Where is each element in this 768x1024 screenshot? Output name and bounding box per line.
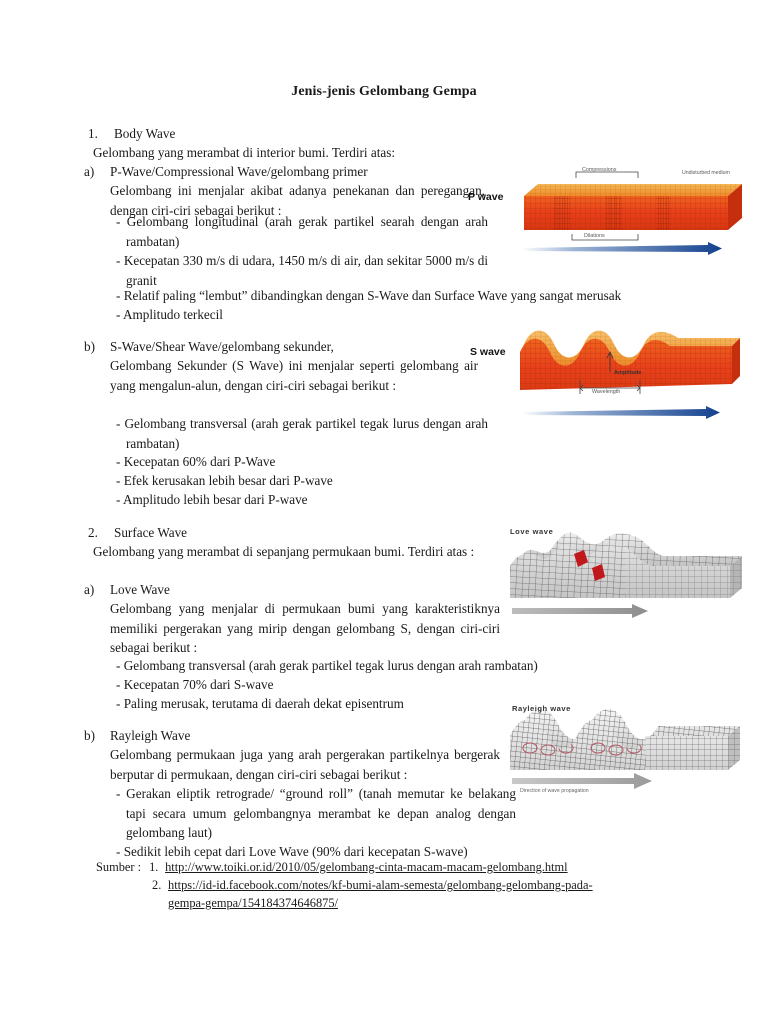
p-wave-compression-band-3 xyxy=(656,196,670,230)
p-wave-direction-arrow xyxy=(522,242,722,255)
item-2b-bullet-1: - Gerakan eliptik retrograde/ “ground roll” (tanah memutar ke belakang tapi secara umum gelombangnya merambat ke depan analog dengan gelombang laut) xyxy=(116,786,516,840)
item-2a-bullet-3: - Paling merusak, terutama di daerah dekat episentrum xyxy=(116,696,404,711)
p-wave-compression-band-2 xyxy=(606,196,622,230)
item-1b-paragraph: Gelombang Sekunder (S Wave) ini menjalar seperti gelombang air yang mengalun-alun, dengan ciri-ciri sebagai berikut : xyxy=(110,358,478,393)
p-wave-compressions-label: Compressions xyxy=(582,167,617,173)
s-wave-figure xyxy=(510,328,750,428)
s-wave-diagram xyxy=(510,328,750,428)
sources-lead: Sumber : xyxy=(96,860,142,874)
source-1-index: 1. xyxy=(149,860,159,874)
item-1b-bullet-4: - Amplitudo lebih besar dari P-wave xyxy=(116,492,308,507)
rayleigh-wave-direction-label: Direction of wave propagation xyxy=(520,788,589,794)
source-row-1 xyxy=(96,858,696,876)
section-2-number: 2. xyxy=(88,525,98,540)
item-1a-bullet-4: - Amplitudo terkecil xyxy=(116,307,223,322)
item-2b-bullet-2: - Sedikit lebih cepat dari Love Wave (90% dari kecepatan S-wave) xyxy=(116,844,468,859)
item-1b-bullet-1: - Gelombang transversal (arah gerak partikel tegak lurus dengan arah rambatan) xyxy=(116,416,488,451)
love-wave-figure xyxy=(506,522,754,622)
section-1-intro: Gelombang yang merambat di interior bumi. Terdiri atas: xyxy=(93,145,396,160)
section-2-title: Surface Wave xyxy=(114,525,188,540)
source-2-link-line1[interactable]: https://id-id.facebook.com/notes/kf-bumi-alam-semesta/gelombang-gelombang-pada- xyxy=(168,878,593,892)
love-wave-diagram xyxy=(506,522,754,622)
item-1b-bullet-2: - Kecepatan 60% dari P-Wave xyxy=(116,454,276,469)
source-2-link-line2[interactable]: gempa-gempa/154184374646875/ xyxy=(168,896,338,910)
source-1-link[interactable]: http://www.toiki.or.id/2010/05/gelombang-cinta-macam-macam-gelombang.html xyxy=(165,860,568,874)
section-1-number: 1. xyxy=(88,126,98,141)
item-1a-title: P-Wave/Compressional Wave/gelombang primer xyxy=(110,164,368,179)
item-1b-heading xyxy=(84,337,334,357)
item-2a-paragraph: Gelombang yang menjalar di permukaan bumi yang karakteristiknya memiliki pergerakan yang mirip dengan gelombang S, dengan ciri-ciri sebagai berikut : xyxy=(110,601,500,655)
sources-footer xyxy=(96,858,696,912)
p-wave-side-label: P wave xyxy=(468,191,504,203)
rayleigh-wave-figure xyxy=(506,700,756,800)
p-wave-dilations-label: Dilations xyxy=(584,233,605,239)
s-wave-side-face xyxy=(732,338,740,384)
rayleigh-wave-direction-arrow xyxy=(512,773,652,789)
item-2b-title: Rayleigh Wave xyxy=(110,728,191,743)
love-wave-caption: Love wave xyxy=(510,527,554,536)
section-1-title: Body Wave xyxy=(114,126,176,141)
p-wave-dilations-bracket xyxy=(572,234,638,240)
item-2b-marker: b) xyxy=(84,728,95,743)
item-1b-marker: b) xyxy=(84,339,95,354)
item-2a-title: Love Wave xyxy=(110,582,170,597)
item-1b-bullet-3: - Efek kerusakan lebih besar dari P-wave xyxy=(116,473,333,488)
item-2b-paragraph: Gelombang permukaan juga yang arah pergerakan partikelnya bergerak berputar di permukaan, dengan ciri-ciri sebagai berikut : xyxy=(110,747,500,782)
s-wave-wavelength-label: Wavelength xyxy=(592,389,621,395)
p-wave-top-grid xyxy=(524,184,742,196)
item-2a-marker: a) xyxy=(84,582,95,597)
s-wave-side-label: S wave xyxy=(470,346,506,358)
item-2b-heading xyxy=(84,726,190,746)
p-wave-figure xyxy=(510,158,750,256)
item-1a-bullet-1: - Gelombang longitudinal (arah gerak partikel searah dengan arah rambatan) xyxy=(116,214,488,249)
section-1-heading xyxy=(88,124,175,144)
love-wave-direction-arrow xyxy=(512,604,648,618)
source-row-2 xyxy=(152,876,696,894)
item-1a-marker: a) xyxy=(84,164,95,179)
item-1b-title: S-Wave/Shear Wave/gelombang sekunder, xyxy=(110,339,334,354)
s-wave-direction-arrow xyxy=(522,406,720,419)
section-2-intro: Gelombang yang merambat di sepanjang permukaan bumi. Terdiri atas : xyxy=(93,544,475,559)
rayleigh-wave-diagram xyxy=(506,700,756,800)
rayleigh-wave-caption: Rayleigh wave xyxy=(512,704,571,713)
source-row-2-continued xyxy=(168,894,696,912)
item-1a-bullet-3: - Relatif paling “lembut” dibandingkan dengan S-Wave dan Surface Wave yang sangat merusak xyxy=(116,288,622,303)
item-2a-bullet-2: - Kecepatan 70% dari S-wave xyxy=(116,677,274,692)
item-1a-paragraph: Gelombang ini menjalar akibat adanya penekanan dan peregangan, dengan ciri-ciri sebagai berikut : xyxy=(110,183,485,218)
section-2-heading xyxy=(88,523,187,543)
p-wave-undisturbed-label: Undisturbed medium xyxy=(682,170,730,176)
item-1a-heading xyxy=(84,162,368,182)
p-wave-compression-band-1 xyxy=(554,196,570,230)
s-wave-amplitude-label: Amplitude xyxy=(614,370,642,376)
source-2-index: 2. xyxy=(152,878,162,892)
item-2a-bullet-1: - Gelombang transversal (arah gerak partikel tegak lurus dengan arah rambatan) xyxy=(116,658,538,673)
page-title: Jenis-jenis Gelombang Gempa xyxy=(291,84,477,99)
item-1a-bullet-2: - Kecepatan 330 m/s di udara, 1450 m/s di air, dan sekitar 5000 m/s di granit xyxy=(116,253,488,288)
item-2a-heading xyxy=(84,580,170,600)
